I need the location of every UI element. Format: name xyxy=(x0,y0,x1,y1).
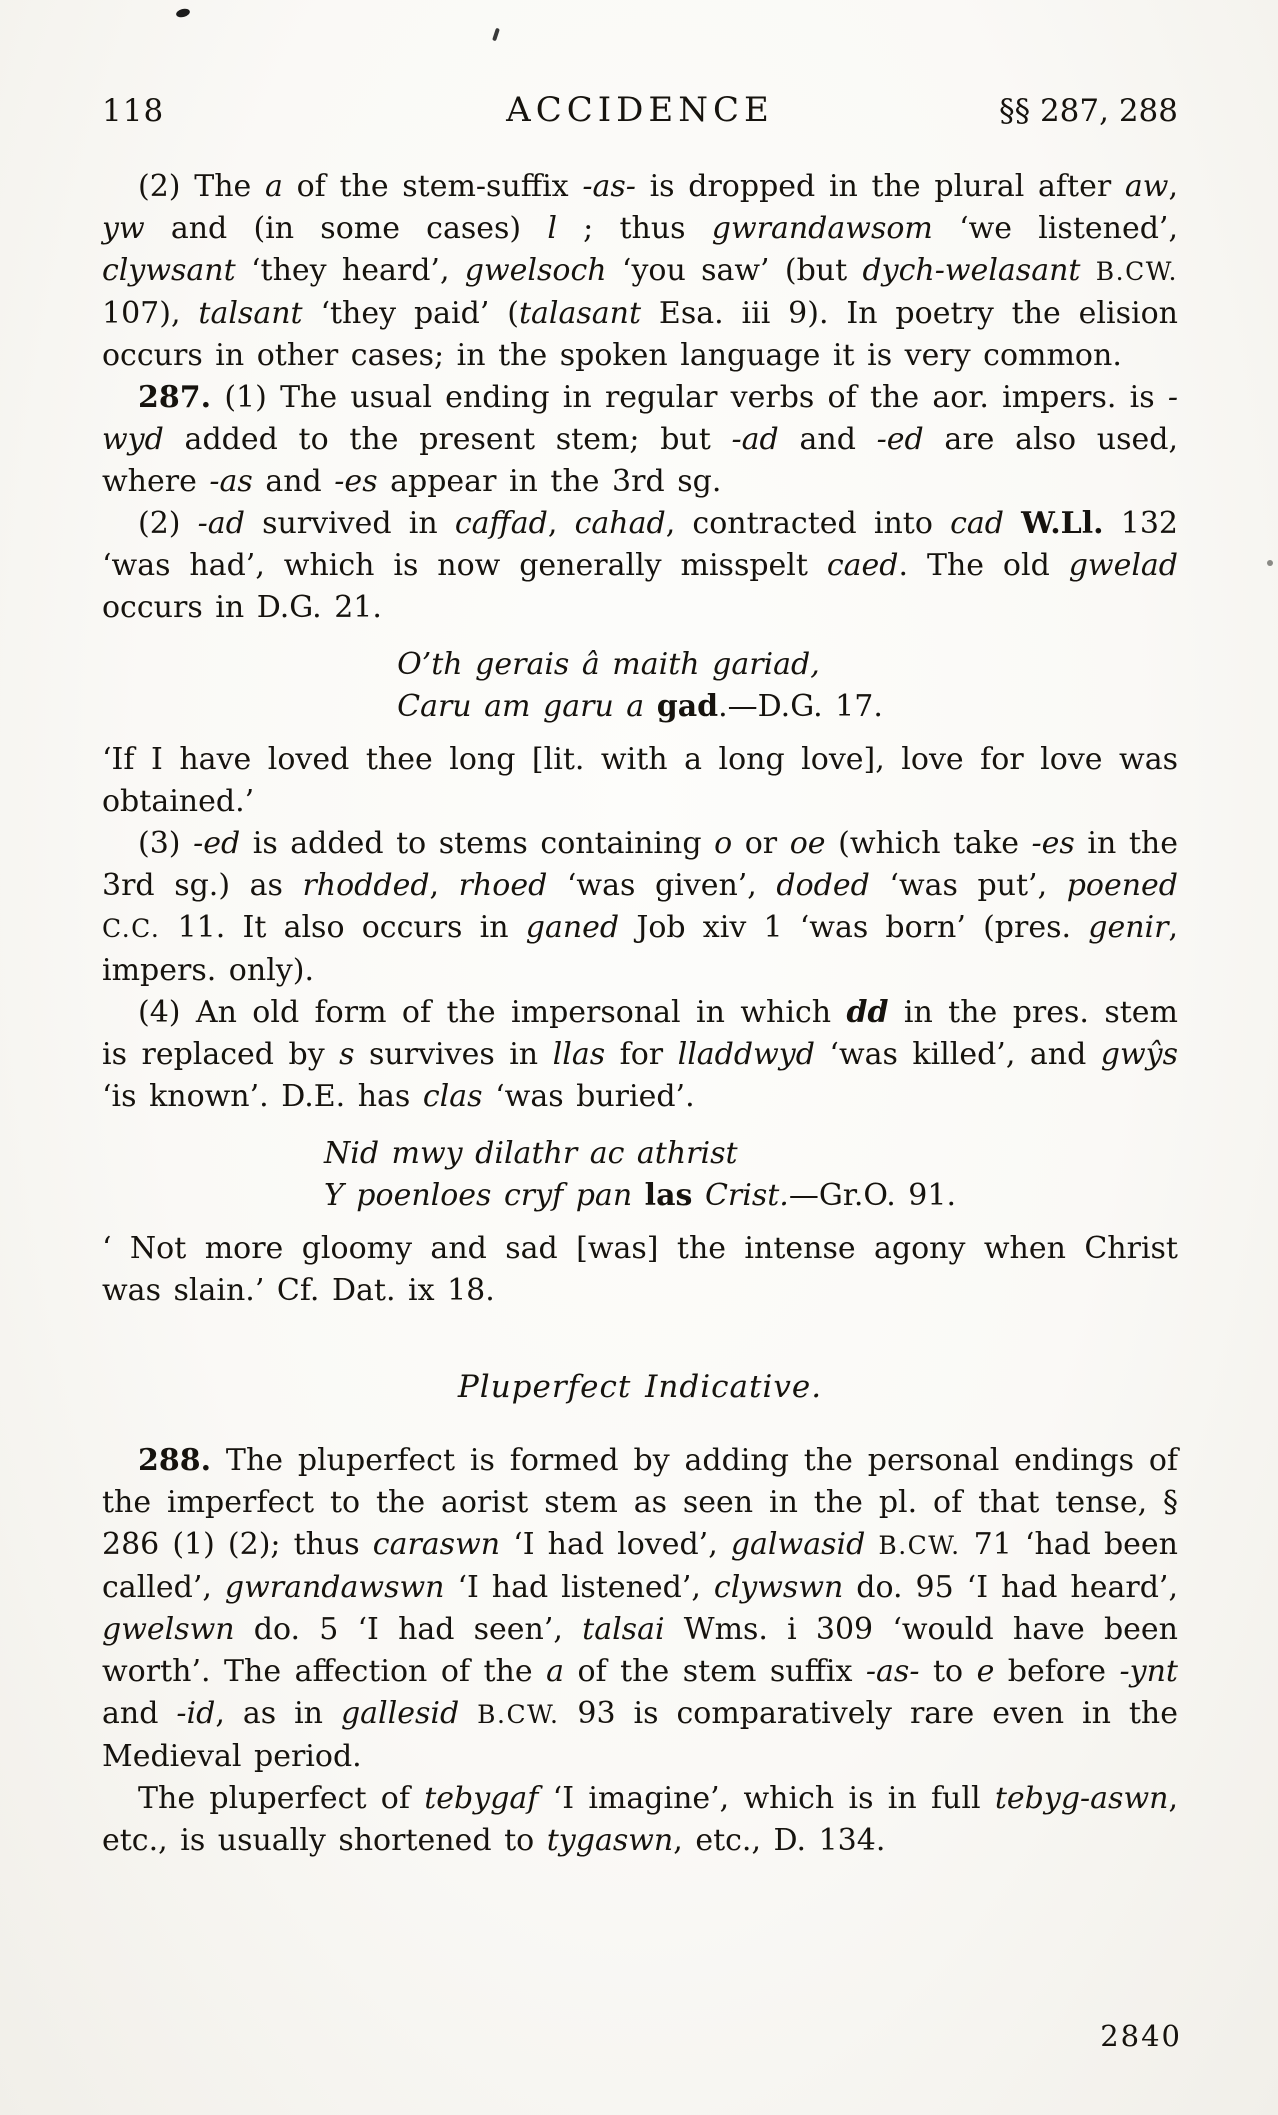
page-body xyxy=(102,166,1178,1862)
verse-couplet-inner xyxy=(324,1133,956,1217)
paragraph-288-tail: The pluperfect of tebygaf ‘I imagine’, which is in full tebyg-aswn, etc., is usually shortened to tygaswn, etc., D. 134. xyxy=(102,1781,1178,1858)
paragraph-287-1: 287. (1) The usual ending in regular verbs of the aor. impers. is -wyd added to the present stem; but -ad and -ed are also used, where -as and -es appear in the 3rd sg. xyxy=(102,380,1178,499)
paragraph-287-3: (3) -ed is added to stems containing o or oe (which take -es in the 3rd sg.) as rhodded, rhoed ‘was given’, doded ‘was put’, poened C.C. 11. It also occurs in ganed Job xiv 1 ‘was born’ (pres. genir, impers. only). xyxy=(102,826,1178,988)
verse-couplet-1 xyxy=(102,644,1178,728)
paragraph-elision-rule: (2) The a of the stem-suffix -as- is dropped in the plural after aw, yw and (in some cases) l ; thus gwrandawsom ‘we listened’, clywsant ‘they heard’, gwelsoch ‘you saw’ (but dych-welasant B.CW. 107), talsant ‘they paid’ (talasant Esa. iii 9). In poetry the elision occurs in other cases; in the spoken language it is very common. xyxy=(102,169,1178,373)
paragraph-288: 288. The pluperfect is formed by adding the personal endings of the imperfect to the aorist stem as seen in the pl. of that tense, § 286 (1) (2); thus caraswn ‘I had loved’, galwasid B.CW. 71 ‘had been called’, gwrandawswn ‘I had listened’, clywswn do. 95 ‘I had heard’, gwelswn do. 5 ‘I had seen’, talsai Wms. i 309 ‘would have been worth’. The affection of the a of the stem suffix -as- to e before -ynt and -id, as in gallesid B.CW. 93 is comparatively rare even in the Medieval period. xyxy=(102,1443,1179,1774)
translation-note-2: ‘ Not more gloomy and sad [was] the intense agony when Christ was slain.’ Cf. Dat. ix 18. xyxy=(102,1231,1178,1308)
translation-note-1: ‘If I have loved thee long [lit. with a long love], love for love was obtained.’ xyxy=(102,742,1178,819)
subsection-heading-pluperfect: Pluperfect Indicative. xyxy=(457,1369,823,1405)
verse-line: Y poenloes cryf pan las Crist.—Gr.O. 91. xyxy=(323,1178,957,1213)
verse-line: Caru am garu a gad.—D.G. 17. xyxy=(397,689,883,724)
page-catalog-number: 2840 xyxy=(1100,2019,1182,2053)
scan-speck xyxy=(492,28,500,42)
verse-line: O’th gerais â maith gariad, xyxy=(397,647,820,682)
running-header xyxy=(102,90,1178,130)
section-reference: §§ 287, 288 xyxy=(999,93,1178,129)
paragraph-287-2: (2) -ad survived in caffad, cahad, contracted into cad W.Ll. 132 ‘was had’, which is now generally misspelt caed. The old gwelad occurs in D.G. 21. xyxy=(102,506,1179,625)
scan-speck xyxy=(1267,560,1273,566)
verse-couplet-inner xyxy=(397,644,883,728)
verse-couplet-2 xyxy=(102,1133,1178,1217)
scan-speck xyxy=(175,7,191,18)
running-title: ACCIDENCE xyxy=(506,90,774,130)
page-number: 118 xyxy=(102,93,165,129)
verse-line: Nid mwy dilathr ac athrist xyxy=(323,1136,738,1171)
paragraph-287-4: (4) An old form of the impersonal in which dd in the pres. stem is replaced by s survives in llas for lladdwyd ‘was killed’, and gwŷs ‘is known’. D.E. has clas ‘was buried’. xyxy=(102,995,1178,1114)
